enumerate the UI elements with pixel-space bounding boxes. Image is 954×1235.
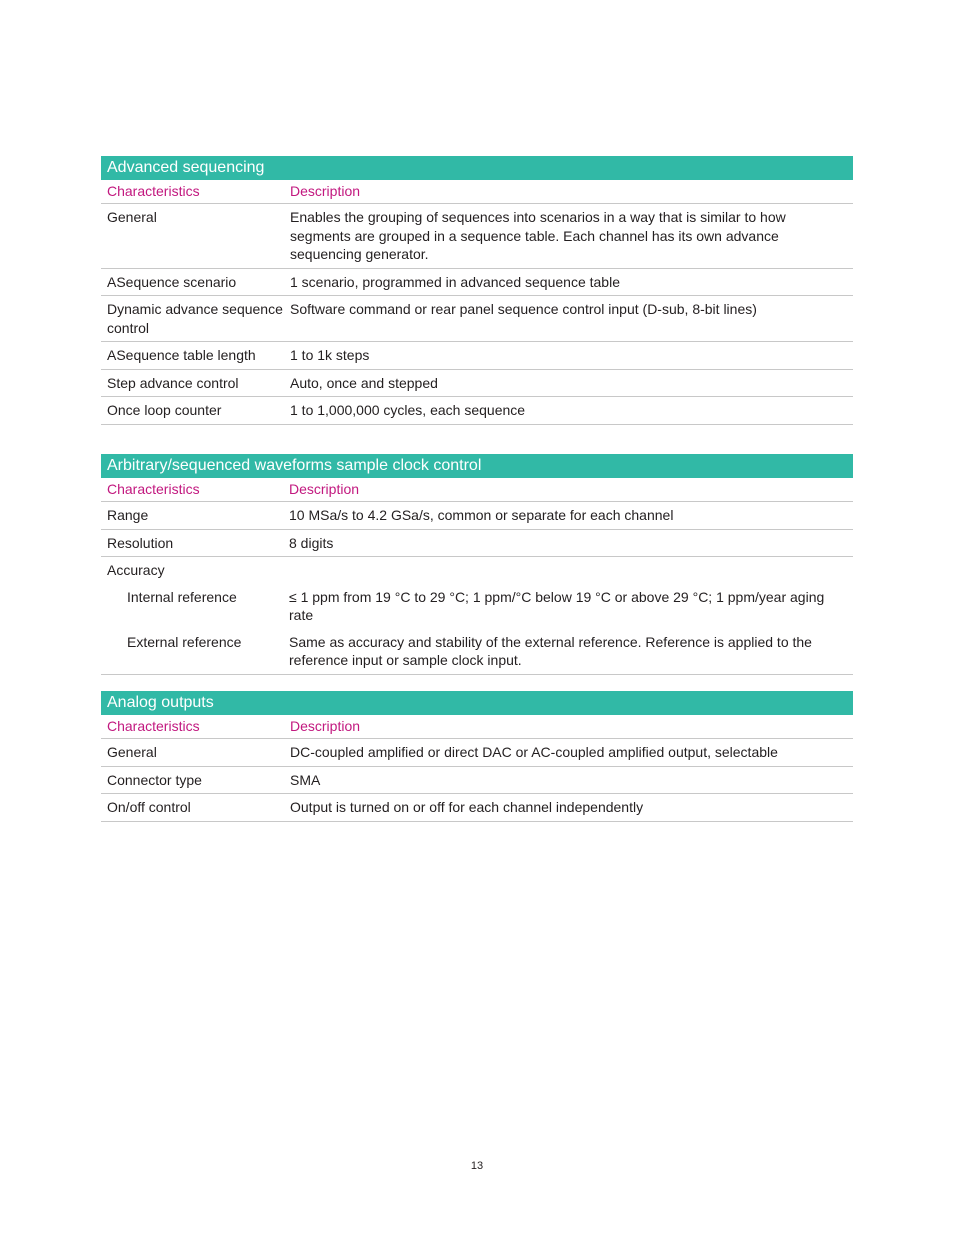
row-description: Same as accuracy and stability of the external reference. Reference is applied to the reference input or sample clock input. bbox=[289, 633, 812, 668]
table-header-row bbox=[101, 180, 853, 204]
row-characteristic: Connector type bbox=[107, 771, 202, 788]
column-header-description: Description bbox=[290, 183, 361, 199]
row-description: Auto, once and stepped bbox=[290, 374, 438, 391]
table-row bbox=[101, 739, 853, 767]
row-description: 1 to 1,000,000 cycles, each sequence bbox=[290, 402, 526, 418]
table-row bbox=[101, 296, 853, 342]
table-title: Analog outputs bbox=[101, 691, 853, 715]
row-description: ≤ 1 ppm from 19 °C to 29 °C; 1 ppm/°C below 19 °C or above 29 °C; 1 ppm/year aging rate bbox=[289, 588, 825, 623]
row-characteristic: Resolution bbox=[107, 534, 174, 551]
row-description: Output is turned on or off for each channel independently bbox=[290, 799, 644, 815]
row-description: Enables the grouping of sequences into scenarios in a way that is similar to how segments are grouped in a sequence table. Each channel has its own advance sequencing generator. bbox=[290, 209, 786, 262]
table-row bbox=[101, 204, 853, 269]
row-characteristic: ASequence table length bbox=[107, 347, 256, 363]
row-description: 8 digits bbox=[289, 534, 334, 551]
row-description: 10 MSa/s to 4.2 GSa/s, common or separate for each channel bbox=[289, 507, 674, 523]
row-description: DC-coupled amplified or direct DAC or AC-coupled amplified output, selectable bbox=[290, 744, 778, 760]
row-characteristic: Accuracy bbox=[107, 562, 165, 578]
table-row bbox=[101, 530, 853, 558]
table-row bbox=[101, 397, 853, 425]
column-header-characteristics: Characteristics bbox=[107, 183, 200, 199]
table-title: Arbitrary/sequenced waveforms sample clock control bbox=[101, 454, 853, 478]
table-header-row bbox=[101, 478, 853, 502]
table-row bbox=[101, 370, 853, 398]
row-description bbox=[289, 557, 853, 584]
table-row bbox=[101, 342, 853, 370]
page-number: 13 bbox=[470, 1160, 484, 1172]
column-header-description: Description bbox=[290, 718, 361, 734]
table-title: Advanced sequencing bbox=[101, 156, 853, 180]
table-header-row bbox=[101, 715, 853, 739]
row-description: 1 scenario, programmed in advanced sequence table bbox=[290, 273, 620, 290]
table-row bbox=[101, 584, 853, 629]
row-characteristic: Once loop counter bbox=[107, 402, 222, 418]
row-description: 1 to 1k steps bbox=[290, 347, 370, 363]
row-characteristic: Step advance control bbox=[107, 374, 239, 391]
table-row bbox=[101, 557, 853, 584]
row-characteristic: Range bbox=[107, 507, 149, 523]
sample-clock-control-table bbox=[101, 454, 853, 675]
row-characteristic: Dynamic advance sequence control bbox=[107, 301, 283, 336]
row-description: SMA bbox=[290, 771, 321, 788]
column-header-characteristics: Characteristics bbox=[107, 718, 200, 734]
table-row bbox=[101, 794, 853, 822]
table-row bbox=[101, 629, 853, 675]
column-header-characteristics: Characteristics bbox=[107, 481, 200, 497]
column-header-description: Description bbox=[289, 481, 360, 497]
row-characteristic: ASequence scenario bbox=[107, 273, 237, 290]
row-characteristic: General bbox=[107, 744, 157, 760]
advanced-sequencing-table bbox=[101, 156, 853, 425]
analog-outputs-table bbox=[101, 691, 853, 822]
row-characteristic: Internal reference bbox=[127, 588, 237, 605]
table-row bbox=[101, 502, 853, 530]
table-row bbox=[101, 767, 853, 795]
row-characteristic: External reference bbox=[127, 633, 242, 650]
table-row bbox=[101, 269, 853, 297]
row-characteristic: On/off control bbox=[107, 799, 191, 815]
row-characteristic: General bbox=[107, 209, 157, 225]
row-description: Software command or rear panel sequence control input (D-sub, 8-bit lines) bbox=[290, 301, 757, 317]
